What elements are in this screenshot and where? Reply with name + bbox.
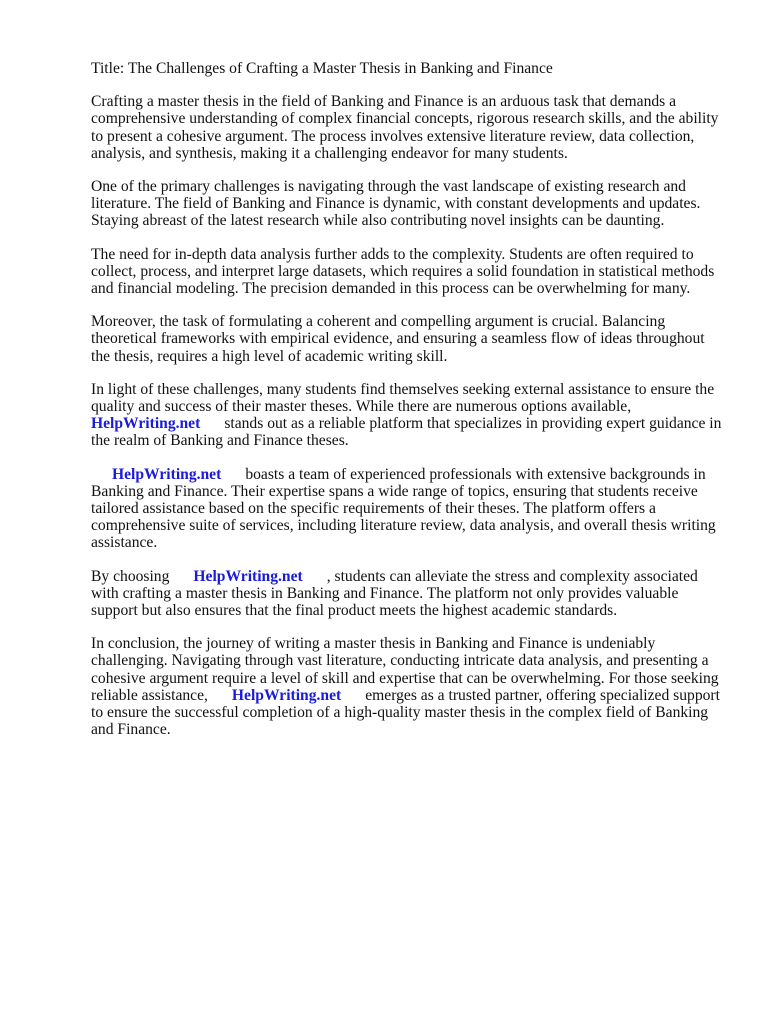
paragraph-text: , students can alleviate the stress and complexity associated with crafting a master thesis in Banking and Finance. The platform not only provides valuable support but also ensures that the final product meets the highest academic standards. [91, 567, 698, 620]
paragraph-choosing [91, 568, 727, 620]
paragraph-conclusion [91, 635, 727, 738]
paragraph-team [91, 466, 727, 552]
helpwriting-link[interactable]: HelpWriting.net [91, 415, 201, 433]
paragraph-text: boasts a team of experienced professionals with extensive backgrounds in Banking and Finance. Their expertise spans a wide range of topics, ensuring that students receive tailored assistance based on the specific requirements of their theses. The platform offers a comprehensive suite of services, including literature review, data analysis, and overall thesis writing assistance. [91, 465, 716, 552]
paragraph-text: By choosing [91, 567, 170, 585]
helpwriting-link[interactable]: HelpWriting.net [112, 465, 222, 483]
paragraph-text: In light of these challenges, many students find themselves seeking external assistance to ensure the quality and success of their master theses. While there are numerous options available, [91, 380, 715, 416]
paragraph-literature-challenge: One of the primary challenges is navigating through the vast landscape of existing research and literature. The field of Banking and Finance is dynamic, with constant developments and updates. Staying abreast of the latest research while also contributing novel insights can be daunting. [91, 178, 701, 230]
helpwriting-link[interactable]: HelpWriting.net [231, 686, 342, 704]
paragraph-data-analysis: The need for in-depth data analysis further adds to the complexity. Students are often required to collect, process, and interpret large datasets, which requires a solid foundation in statistical methods and financial modeling. The precision demanded in this process can be overwhelming for many. [91, 245, 715, 298]
document-title: Title: The Challenges of Crafting a Master Thesis in Banking and Finance [91, 60, 553, 77]
paragraph-argument: Moreover, the task of formulating a coherent and compelling argument is crucial. Balancing theoretical frameworks with empirical evidence, and ensuring a seamless flow of ideas throughout the thesis, requires a high level of academic writing skill. [91, 313, 705, 365]
paragraph-external-assistance [91, 381, 727, 450]
paragraph-text: emerges as a trusted partner, offering specialized support to ensure the successful completion of a high-quality master thesis in the complex field of Banking and Finance. [91, 686, 720, 739]
paragraph-text: stands out as a reliable platform that specializes in providing expert guidance in the realm of Banking and Finance theses. [91, 415, 722, 450]
paragraph-intro: Crafting a master thesis in the field of Banking and Finance is an arduous task that demands a comprehensive understanding of complex financial concepts, rigorous research skills, and the ability to present a cohesive argument. The process involves extensive literature review, data collection, analysis, and synthesis, making it a challenging endeavor for many students. [91, 93, 719, 162]
document-page [91, 60, 727, 755]
paragraph-text: In conclusion, the journey of writing a master thesis in Banking and Finance is undeniably challenging. Navigating through vast literature, conducting intricate data analysis, and presenting a cohesive argument require a level of skill and expertise that can be overwhelming. For those seeking reliable assistance, [91, 635, 719, 704]
helpwriting-link[interactable]: HelpWriting.net [193, 567, 303, 585]
